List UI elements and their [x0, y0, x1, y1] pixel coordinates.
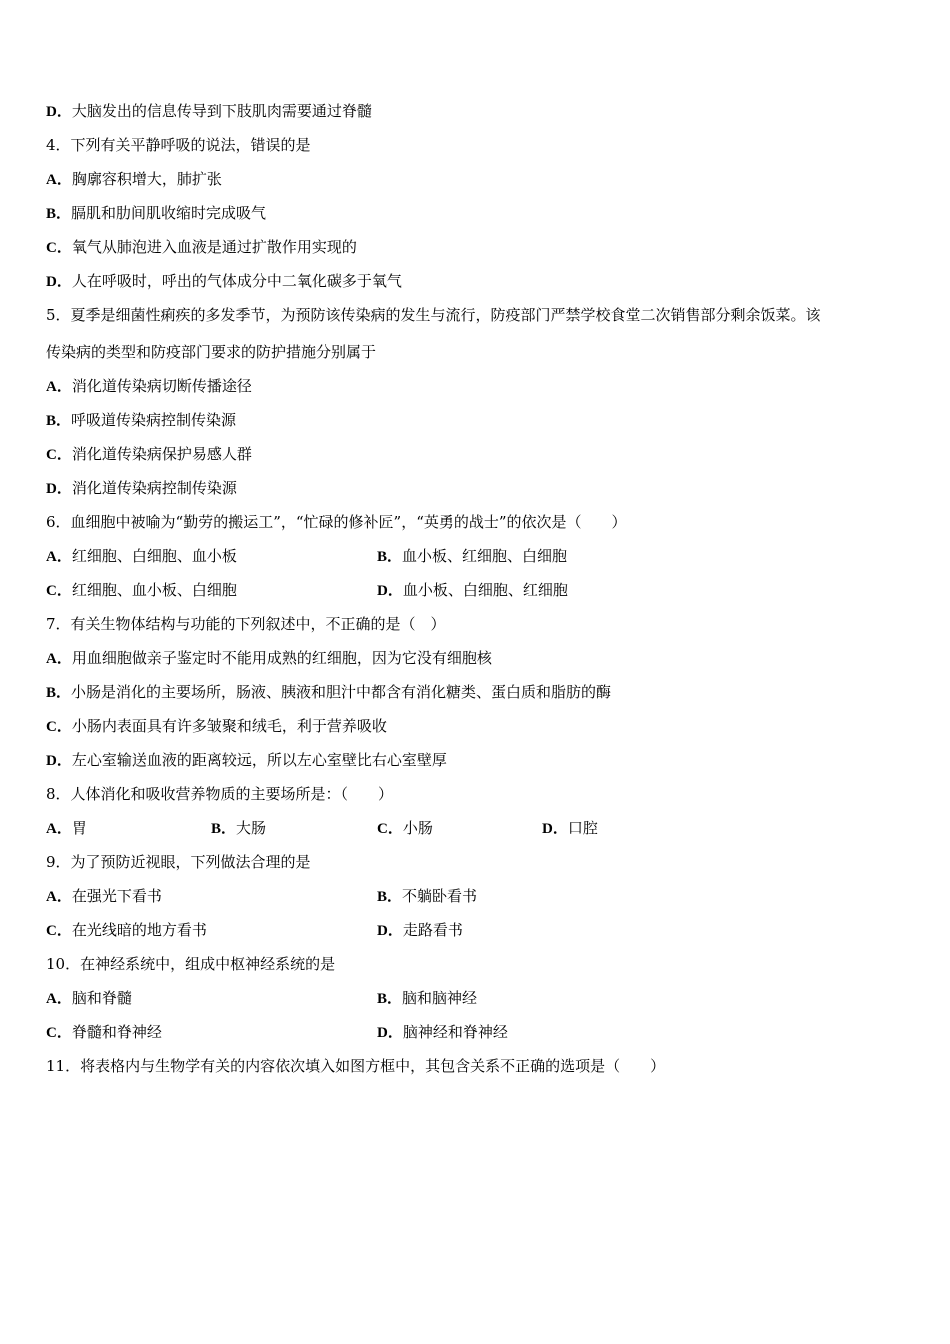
option-letter: A．	[46, 991, 72, 1007]
option-text: 人在呼吸时，呼出的气体成分中二氧化碳多于氧气	[71, 272, 402, 290]
option-text: 脑和脑神经	[402, 989, 478, 1007]
q9-option-b	[377, 886, 477, 907]
q10-option-a	[46, 988, 132, 1009]
option-letter: B．	[46, 413, 72, 429]
q5-option-d	[46, 478, 237, 499]
q8-option-a	[46, 818, 87, 839]
q4-option-a	[46, 169, 222, 190]
option-letter: D．	[377, 1025, 403, 1041]
option-letter: B．	[377, 549, 403, 565]
q3-option-d	[46, 101, 372, 122]
option-text: 脑神经和脊神经	[402, 1023, 508, 1041]
q9-stem: 9．为了预防近视眼，下列做法合理的是	[46, 853, 311, 871]
option-letter: A．	[46, 889, 72, 905]
option-text: 消化道传染病控制传染源	[71, 479, 237, 497]
option-letter: D．	[377, 583, 403, 599]
q5-stem-line2: 传染病的类型和防疫部门要求的防护措施分别属于	[46, 343, 377, 361]
option-letter: C．	[46, 719, 72, 735]
q7-option-a	[46, 648, 492, 669]
q10-option-b	[377, 988, 477, 1009]
option-text: 左心室输送血液的距离较远，所以左心室壁比右心室壁厚	[71, 751, 447, 769]
option-text: 大脑发出的信息传导到下肢肌肉需要通过脊髓	[71, 102, 372, 120]
q6-option-d	[377, 580, 568, 601]
q7-option-c	[46, 716, 387, 737]
q11-stem: 11．将表格内与生物学有关的内容依次填入如图方框中，其包含关系不正确的选项是（ ）	[46, 1057, 666, 1075]
q7-option-d	[46, 750, 447, 771]
option-text: 小肠是消化的主要场所，肠液、胰液和胆汁中都含有消化糖类、蛋白质和脂肪的酶	[71, 683, 612, 701]
q9-option-a	[46, 886, 162, 907]
q8-option-d	[542, 818, 598, 839]
option-text: 红细胞、血小板、白细胞	[71, 581, 237, 599]
q5-option-c	[46, 444, 252, 465]
option-text: 口腔	[567, 819, 598, 837]
option-text: 血小板、红细胞、白细胞	[402, 547, 568, 565]
q10-option-d	[377, 1022, 508, 1043]
option-text: 消化道传染病切断传播途径	[71, 377, 252, 395]
q4-option-c	[46, 237, 357, 258]
q4-option-b	[46, 203, 266, 224]
q10-option-c	[46, 1022, 162, 1043]
option-text: 在强光下看书	[71, 887, 162, 905]
option-letter: A．	[46, 172, 72, 188]
option-letter: A．	[46, 379, 72, 395]
option-text: 呼吸道传染病控制传染源	[71, 411, 237, 429]
option-text: 氧气从肺泡进入血液是通过扩散作用实现的	[71, 238, 357, 256]
option-letter: C．	[46, 447, 72, 463]
option-text: 用血细胞做亲子鉴定时不能用成熟的红细胞，因为它没有细胞核	[71, 649, 492, 667]
q8-stem: 8．人体消化和吸收营养物质的主要场所是：（ ）	[46, 785, 394, 803]
option-letter: B．	[211, 821, 237, 837]
option-text: 小肠	[402, 819, 433, 837]
q4-stem: 4．下列有关平静呼吸的说法，错误的是	[46, 136, 311, 154]
option-letter: D．	[46, 274, 72, 290]
q6-option-b	[377, 546, 567, 567]
q5-stem-line1: 5．夏季是细菌性痢疾的多发季节，为预防该传染病的发生与流行，防疫部门严禁学校食堂二次销售部分剩余饭菜。该	[46, 306, 821, 324]
option-letter: D．	[46, 104, 72, 120]
option-text: 消化道传染病保护易感人群	[71, 445, 252, 463]
option-letter: A．	[46, 821, 72, 837]
q6-option-a	[46, 546, 237, 567]
option-text: 胸廓容积增大，肺扩张	[71, 170, 222, 188]
option-letter: D．	[542, 821, 568, 837]
option-text: 大肠	[236, 819, 267, 837]
q9-option-d	[377, 920, 463, 941]
option-text: 脊髓和脊神经	[71, 1023, 162, 1041]
option-letter: D．	[46, 481, 72, 497]
option-letter: D．	[377, 923, 403, 939]
option-letter: B．	[46, 685, 72, 701]
q4-option-d	[46, 271, 402, 292]
q7-option-b	[46, 682, 611, 703]
q5-option-a	[46, 376, 252, 397]
option-text: 在光线暗的地方看书	[71, 921, 207, 939]
option-text: 不躺卧看书	[402, 887, 478, 905]
q6-stem: 6．血细胞中被喻为“勤劳的搬运工”，“忙碌的修补匠”，“英勇的战士”的依次是（ ）	[46, 513, 627, 531]
q8-option-c	[377, 818, 433, 839]
q10-stem: 10．在神经系统中，组成中枢神经系统的是	[46, 955, 336, 973]
option-letter: C．	[46, 1025, 72, 1041]
option-letter: C．	[46, 923, 72, 939]
option-text: 红细胞、白细胞、血小板	[71, 547, 237, 565]
option-letter: A．	[46, 549, 72, 565]
q8-option-b	[211, 818, 266, 839]
option-text: 血小板、白细胞、红细胞	[402, 581, 568, 599]
option-letter: C．	[377, 821, 403, 837]
q5-option-b	[46, 410, 236, 431]
option-letter: D．	[46, 753, 72, 769]
option-letter: C．	[46, 583, 72, 599]
option-text: 小肠内表面具有许多皱聚和绒毛，利于营养吸收	[71, 717, 387, 735]
q6-option-c	[46, 580, 237, 601]
option-text: 胃	[71, 819, 87, 837]
option-text: 走路看书	[402, 921, 463, 939]
q7-stem: 7．有关生物体结构与功能的下列叙述中，不正确的是（ ）	[46, 615, 446, 633]
option-letter: A．	[46, 651, 72, 667]
option-letter: B．	[46, 206, 72, 222]
option-letter: C．	[46, 240, 72, 256]
option-text: 脑和脊髓	[71, 989, 132, 1007]
option-letter: B．	[377, 889, 403, 905]
option-letter: B．	[377, 991, 403, 1007]
option-text: 膈肌和肋间肌收缩时完成吸气	[71, 204, 267, 222]
q9-option-c	[46, 920, 207, 941]
